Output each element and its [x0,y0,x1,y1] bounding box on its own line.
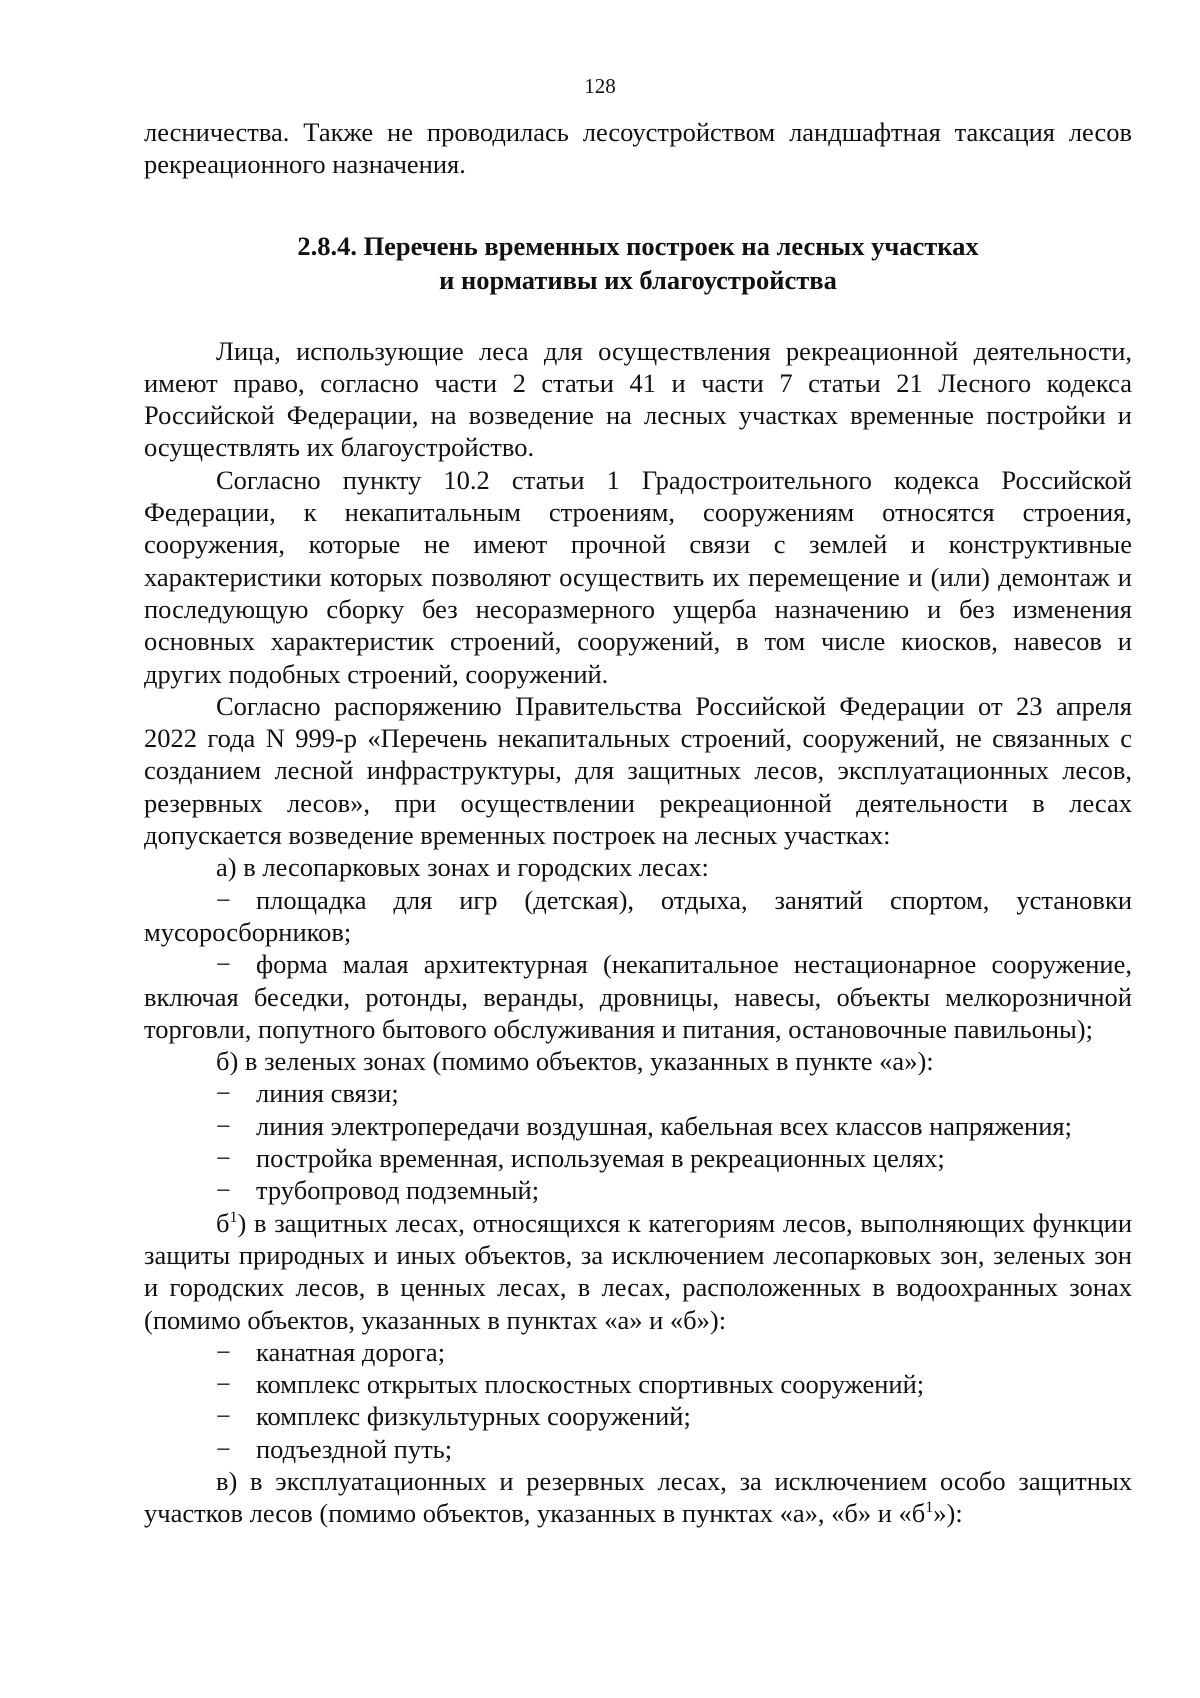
page-number: 128 [584,74,616,98]
dash-marker: − [216,1336,231,1367]
list-item: − трубопровод подземный; [216,1175,540,1206]
intro-paragraph: лесничества. Также не проводилась лесоустройством ландшафтная таксация лесов рекреационного назначения. [144,117,1132,180]
list-item: − канатная дорога; [216,1336,446,1367]
list-item: − постройка временная, используемая в рекреационных целях; [216,1143,945,1174]
list-item: − площадка для игр (детская), отдыха, занятий спортом, установки мусоросборников; [144,884,1132,947]
list-item: − линия электропередачи воздушная, кабельная всех классов напряжения; [216,1110,1072,1141]
dash-marker: − [216,1175,231,1206]
heading-line-1: 2.8.4. Перечень временных построек на лесных участках [297,230,979,261]
paragraph-definition: Согласно пункту 10.2 статьи 1 Градостроительного кодекса Российской Федерации, к некапитальным строениям, сооружениям относятся строения, сооружения, которые не имеют прочной связи с землей и конструктивные характеристики которых позволяют осуществить их перемещение и (или) демонтаж и последующую сборку без несоразмерного ущерба назначению и без изменения основных характеристик строений, сооружений, в том числе киосков, навесов и других подобных строений, сооружений. [144,464,1132,689]
dash-marker: − [216,1078,231,1109]
dash-marker: − [216,1110,231,1141]
dash-marker: − [216,884,231,915]
section-b-title: б) в зеленых зонах (помимо объектов, указанных в пункте «а»): [216,1046,934,1077]
list-item: − комплекс открытых плоскостных спортивных сооружений; [216,1369,925,1400]
section-heading [144,229,1132,297]
dash-marker: − [216,1401,231,1432]
dash-marker: − [216,949,231,980]
heading-line-2: и нормативы их благоустройства [439,264,837,295]
list-item: − комплекс физкультурных сооружений; [216,1401,691,1432]
list-item: − форма малая архитектурная (некапитальное нестационарное сооружение, включая беседки, ротонды, веранды, дровницы, навесы, объекты мелкорозничной торговли, попутного бытового обслуживания и питания, остановочные павильоны); [144,949,1132,1044]
paragraph-rights: Лица, использующие леса для осуществления рекреационной деятельности, имеют право, согласно части 2 статьи 41 и части 7 статьи 21 Лесного кодекса Российской Федерации, на возведение на лесных участках временные постройки и осуществлять их благоустройство. [144,335,1132,463]
dash-marker: − [216,1143,231,1174]
section-b1-title: $б^1$) в защитных лесах, относящихся к категориям лесов, выполняющих функции защиты природных и иных объектов, за исключением лесопарковых зон, зеленых зон и городских лесов, в ценных лесах, в лесах, расположенных в водоохранных зонах (помимо объектов, указанных в пунктах «а» и «б»): [144,1207,1132,1335]
document-body [144,116,1132,1530]
section-v-title: в) в эксплуатационных и резервных лесах, за исключением особо защитных участков лесов (помимо объектов, указанных в пунктах «а», «б» и «$б^1$»): [144,1465,1132,1529]
dash-marker: − [216,1433,231,1464]
list-item: − подъездной путь; [216,1433,453,1464]
list-item: − линия связи; [216,1078,399,1109]
dash-marker: − [216,1369,231,1400]
paragraph-order: Согласно распоряжению Правительства Российской Федерации от 23 апреля 2022 года N 999-р «Перечень некапитальных строений, сооружений, не связанных с созданием лесной инфраструктуры, для защитных лесов, эксплуатационных лесов, резервных лесов», при осуществлении рекреационной деятельности в лесах допускается возведение временных построек на лесных участках: [144,690,1132,851]
section-a-title: а) в лесопарковых зонах и городских лесах: [216,852,709,883]
